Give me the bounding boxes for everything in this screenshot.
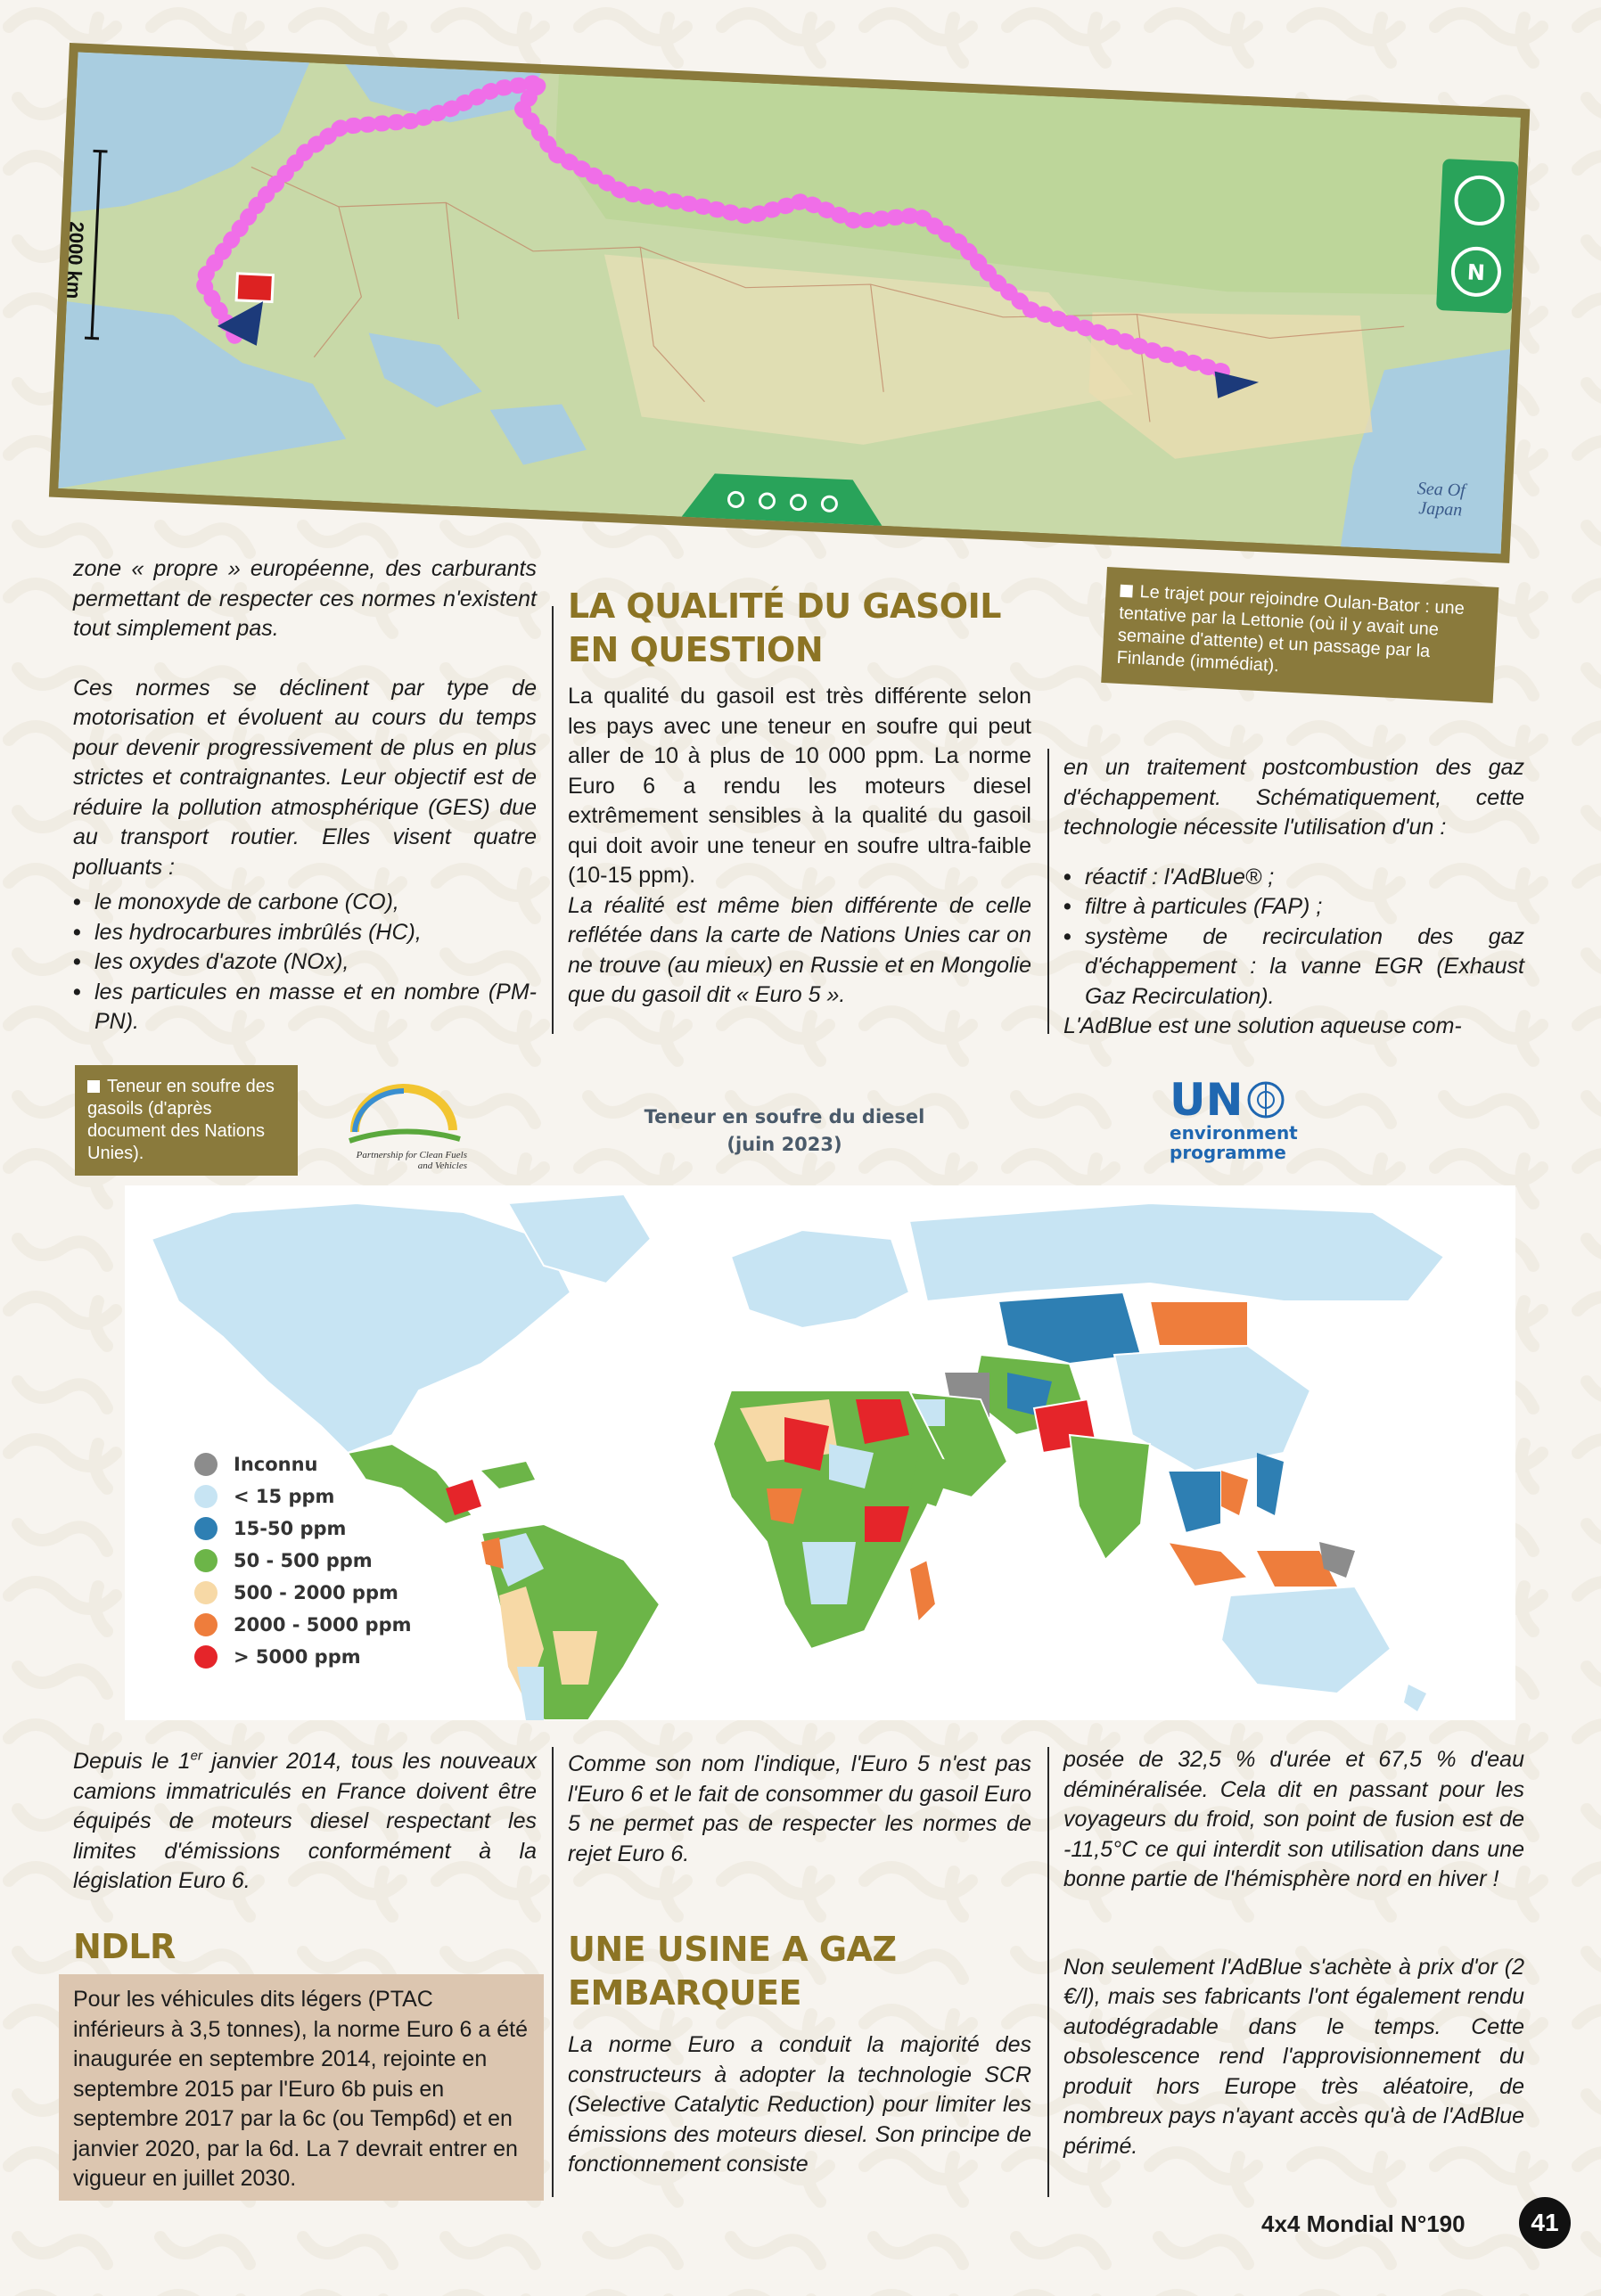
legend-swatch bbox=[194, 1485, 218, 1508]
technology-list bbox=[1063, 863, 1524, 1013]
ndlr-heading: NDLR bbox=[73, 1927, 176, 1966]
list-item: • le monoxyde de carbone (CO), bbox=[73, 888, 537, 918]
column-1-bottom bbox=[73, 1747, 537, 1897]
magazine-issue: 4x4 Mondial N°190 bbox=[1261, 2210, 1466, 2237]
legend-item bbox=[194, 1448, 462, 1480]
world-map-title-line-2: (juin 2023) bbox=[727, 1134, 842, 1155]
legend-swatch bbox=[194, 1517, 218, 1540]
caption-square-icon bbox=[1120, 585, 1133, 598]
route-map bbox=[49, 43, 1530, 563]
pcfv-caption: Partnership for Clean Fuels and Vehicles bbox=[356, 1150, 467, 1171]
legend-label: Inconnu bbox=[234, 1454, 318, 1475]
legend-label: > 5000 ppm bbox=[234, 1646, 361, 1668]
col3-paragraph-2: L'AdBlue est une solution aqueuse com- bbox=[1063, 1013, 1462, 1038]
un-logo-text: UN bbox=[1170, 1077, 1303, 1123]
list-item: • les oxydes d'azote (NOx), bbox=[73, 947, 537, 978]
column-divider bbox=[552, 606, 554, 1034]
svg-text:N: N bbox=[1466, 259, 1486, 286]
pcfv-logo bbox=[337, 1078, 471, 1177]
ndlr-box bbox=[59, 1974, 544, 2201]
legend-item bbox=[194, 1609, 462, 1641]
un-sub-2: programme bbox=[1170, 1142, 1286, 1163]
legend-item bbox=[194, 1577, 462, 1609]
col2-paragraph-2: La réalité est même bien différente de celle reflétée dans la carte de Nations Unies car on ne trouve (au mieux) en Russie et en Mongolie que du gasoil dit « Euro 5 ». bbox=[568, 892, 1031, 1007]
sea-label: Sea Of Japan bbox=[1416, 479, 1466, 521]
legend-swatch bbox=[194, 1549, 218, 1572]
ndlr-text: Pour les véhicules dits légers (PTAC inférieurs à 3,5 tonnes), la norme Euro 6 a été inaugurée en septembre 2014, rejointe en septembre 2015 par l'Euro 6b puis en septembre 2017 par la 6c (ou Temp6d) et en janvier 2020, par la 6d. La 7 devrait entrer en vigueur en juillet 2030. bbox=[73, 1987, 529, 2191]
list-item: • les particules en masse et en nombre (PM-PN). bbox=[73, 978, 537, 1037]
column-divider bbox=[1047, 749, 1049, 1034]
legend-swatch bbox=[194, 1453, 218, 1476]
col2-bottom-paragraph-1: Comme son nom l'indique, l'Euro 5 n'est pas l'Euro 6 et le fait de consommer du gasoil Euro 5 ne permet pas de respecter les normes de rejet Euro 6. bbox=[568, 1751, 1031, 1866]
section-heading-usine: UNE USINE A GAZ EMBARQUEE bbox=[568, 1930, 897, 2013]
legend-swatch bbox=[194, 1613, 218, 1636]
page-number: 41 bbox=[1519, 2197, 1571, 2249]
legend-label: 50 - 500 ppm bbox=[234, 1550, 373, 1571]
col2-paragraph-1: La qualité du gasoil est très différente selon les pays avec une teneur en soufre qui peut aller de 10 à plus de 10 000 ppm. La norme Euro 6 a rendu les moteurs diesel extrêmement sensibles à la qualité du gasoil qui doit avoir une teneur en soufre ultra-faible (10-15 ppm). bbox=[568, 684, 1031, 888]
list-item: • les hydrocarbures imbrûlés (HC), bbox=[73, 918, 537, 948]
col2-bottom-paragraph-2: La norme Euro a conduit la majorité des constructeurs à adopter la technologie SCR (Selective Catalytic Reduction) pour limiter les émissions des moteurs diesel. Son principe de fonctionnement consiste bbox=[568, 2032, 1031, 2177]
un-environment-logo bbox=[1170, 1074, 1303, 1175]
world-map-caption bbox=[75, 1065, 298, 1176]
route-map-caption-text: Le trajet pour rejoindre Oulan-Bator : une tentative par la Lettonie (où il y avait une semaine d'attente) et un passage par la Finlande (immédiat). bbox=[1116, 581, 1466, 676]
col1-paragraph-1: zone « propre » européenne, des carburants permettant de respecter ces normes n'existent tout simplement pas. bbox=[73, 556, 537, 641]
col3-bottom-paragraph-1: posée de 32,5 % d'urée et 67,5 % d'eau déminéralisée. Cela dit en passant pour les voyageurs du froid, son point de fusion est de -11,5°C ce qui interdit son utilisation dans une bonne partie de l'hémisphère nord en hiver ! bbox=[1063, 1747, 1524, 1891]
legend-item bbox=[194, 1480, 462, 1513]
col1-paragraph-2: Ces normes se déclinent par type de motorisation et évoluent au cours du temps pour devenir progressivement de plus en plus strictes et contraignantes. Leur objectif est de réduire la pollution atmosphérique (GES) due au transport routier. Elles visent quatre polluants : bbox=[73, 675, 537, 880]
col3-paragraph-1: en un traitement postcombustion des gaz d'échappement. Schématiquement, cette technologie nécessite l'utilisation d'un : bbox=[1063, 755, 1524, 840]
world-map-title-line-1: Teneur en soufre du diesel bbox=[644, 1106, 925, 1128]
column-divider bbox=[1047, 1747, 1049, 2197]
legend-swatch bbox=[194, 1645, 218, 1669]
column-2-top bbox=[568, 682, 1031, 1011]
world-map-caption-text: Teneur en soufre des gasoils (d'après document des Nations Unies). bbox=[87, 1077, 275, 1163]
legend-item bbox=[194, 1545, 462, 1577]
legend-item bbox=[194, 1641, 462, 1673]
list-item: • filtre à particules (FAP) ; bbox=[1063, 892, 1524, 922]
caption-square-icon bbox=[87, 1080, 100, 1093]
column-3-top bbox=[1063, 753, 1524, 1042]
legend-item bbox=[194, 1513, 462, 1545]
un-emblem-icon bbox=[1246, 1080, 1285, 1119]
column-3-bottom bbox=[1063, 1745, 1524, 2161]
legend-label: 15-50 ppm bbox=[234, 1518, 347, 1539]
world-map-title bbox=[615, 1103, 954, 1159]
legend-label: 2000 - 5000 ppm bbox=[234, 1614, 412, 1636]
col1-bottom-paragraph: Depuis le 1er janvier 2014, tous les nouveaux camions immatriculés en France doivent être équipés de moteurs diesel respectant les limites d'émissions conformément à la législation Euro 6. bbox=[73, 1748, 538, 1893]
list-item: • réactif : l'AdBlue® ; bbox=[1063, 863, 1524, 893]
column-1-top bbox=[73, 554, 537, 1037]
legend-label: < 15 ppm bbox=[234, 1486, 335, 1507]
world-map-legend bbox=[194, 1448, 462, 1673]
section-heading-gasoil: LA QUALITÉ DU GASOIL EN QUESTION bbox=[568, 586, 1001, 669]
list-item: • système de recirculation des gaz d'échappement : la vanne EGR (Exhaust Gaz Recirculation). bbox=[1063, 922, 1524, 1013]
col3-bottom-paragraph-2: Non seulement l'AdBlue s'achète à prix d'or (2 €/l), mais ses fabricants l'ont également rendu autodégradable dans le temps. Cette obsolescence rend l'approvisionnement du produit hors Europe très aléatoire, de nombreux pays n'ayant accès qu'à de l'AdBlue périmé. bbox=[1063, 1954, 1524, 2159]
legend-label: 500 - 2000 ppm bbox=[234, 1582, 398, 1603]
legend-swatch bbox=[194, 1581, 218, 1604]
column-2-bottom bbox=[568, 1750, 1031, 1869]
pollutant-list bbox=[73, 888, 537, 1037]
column-divider bbox=[552, 1747, 554, 2197]
un-sub-1: environment bbox=[1170, 1122, 1298, 1144]
column-2-bottom-2 bbox=[568, 2030, 1031, 2180]
scale-label: 2000 km bbox=[62, 221, 88, 299]
route-map-image bbox=[58, 52, 1521, 554]
route-map-caption bbox=[1101, 567, 1498, 703]
